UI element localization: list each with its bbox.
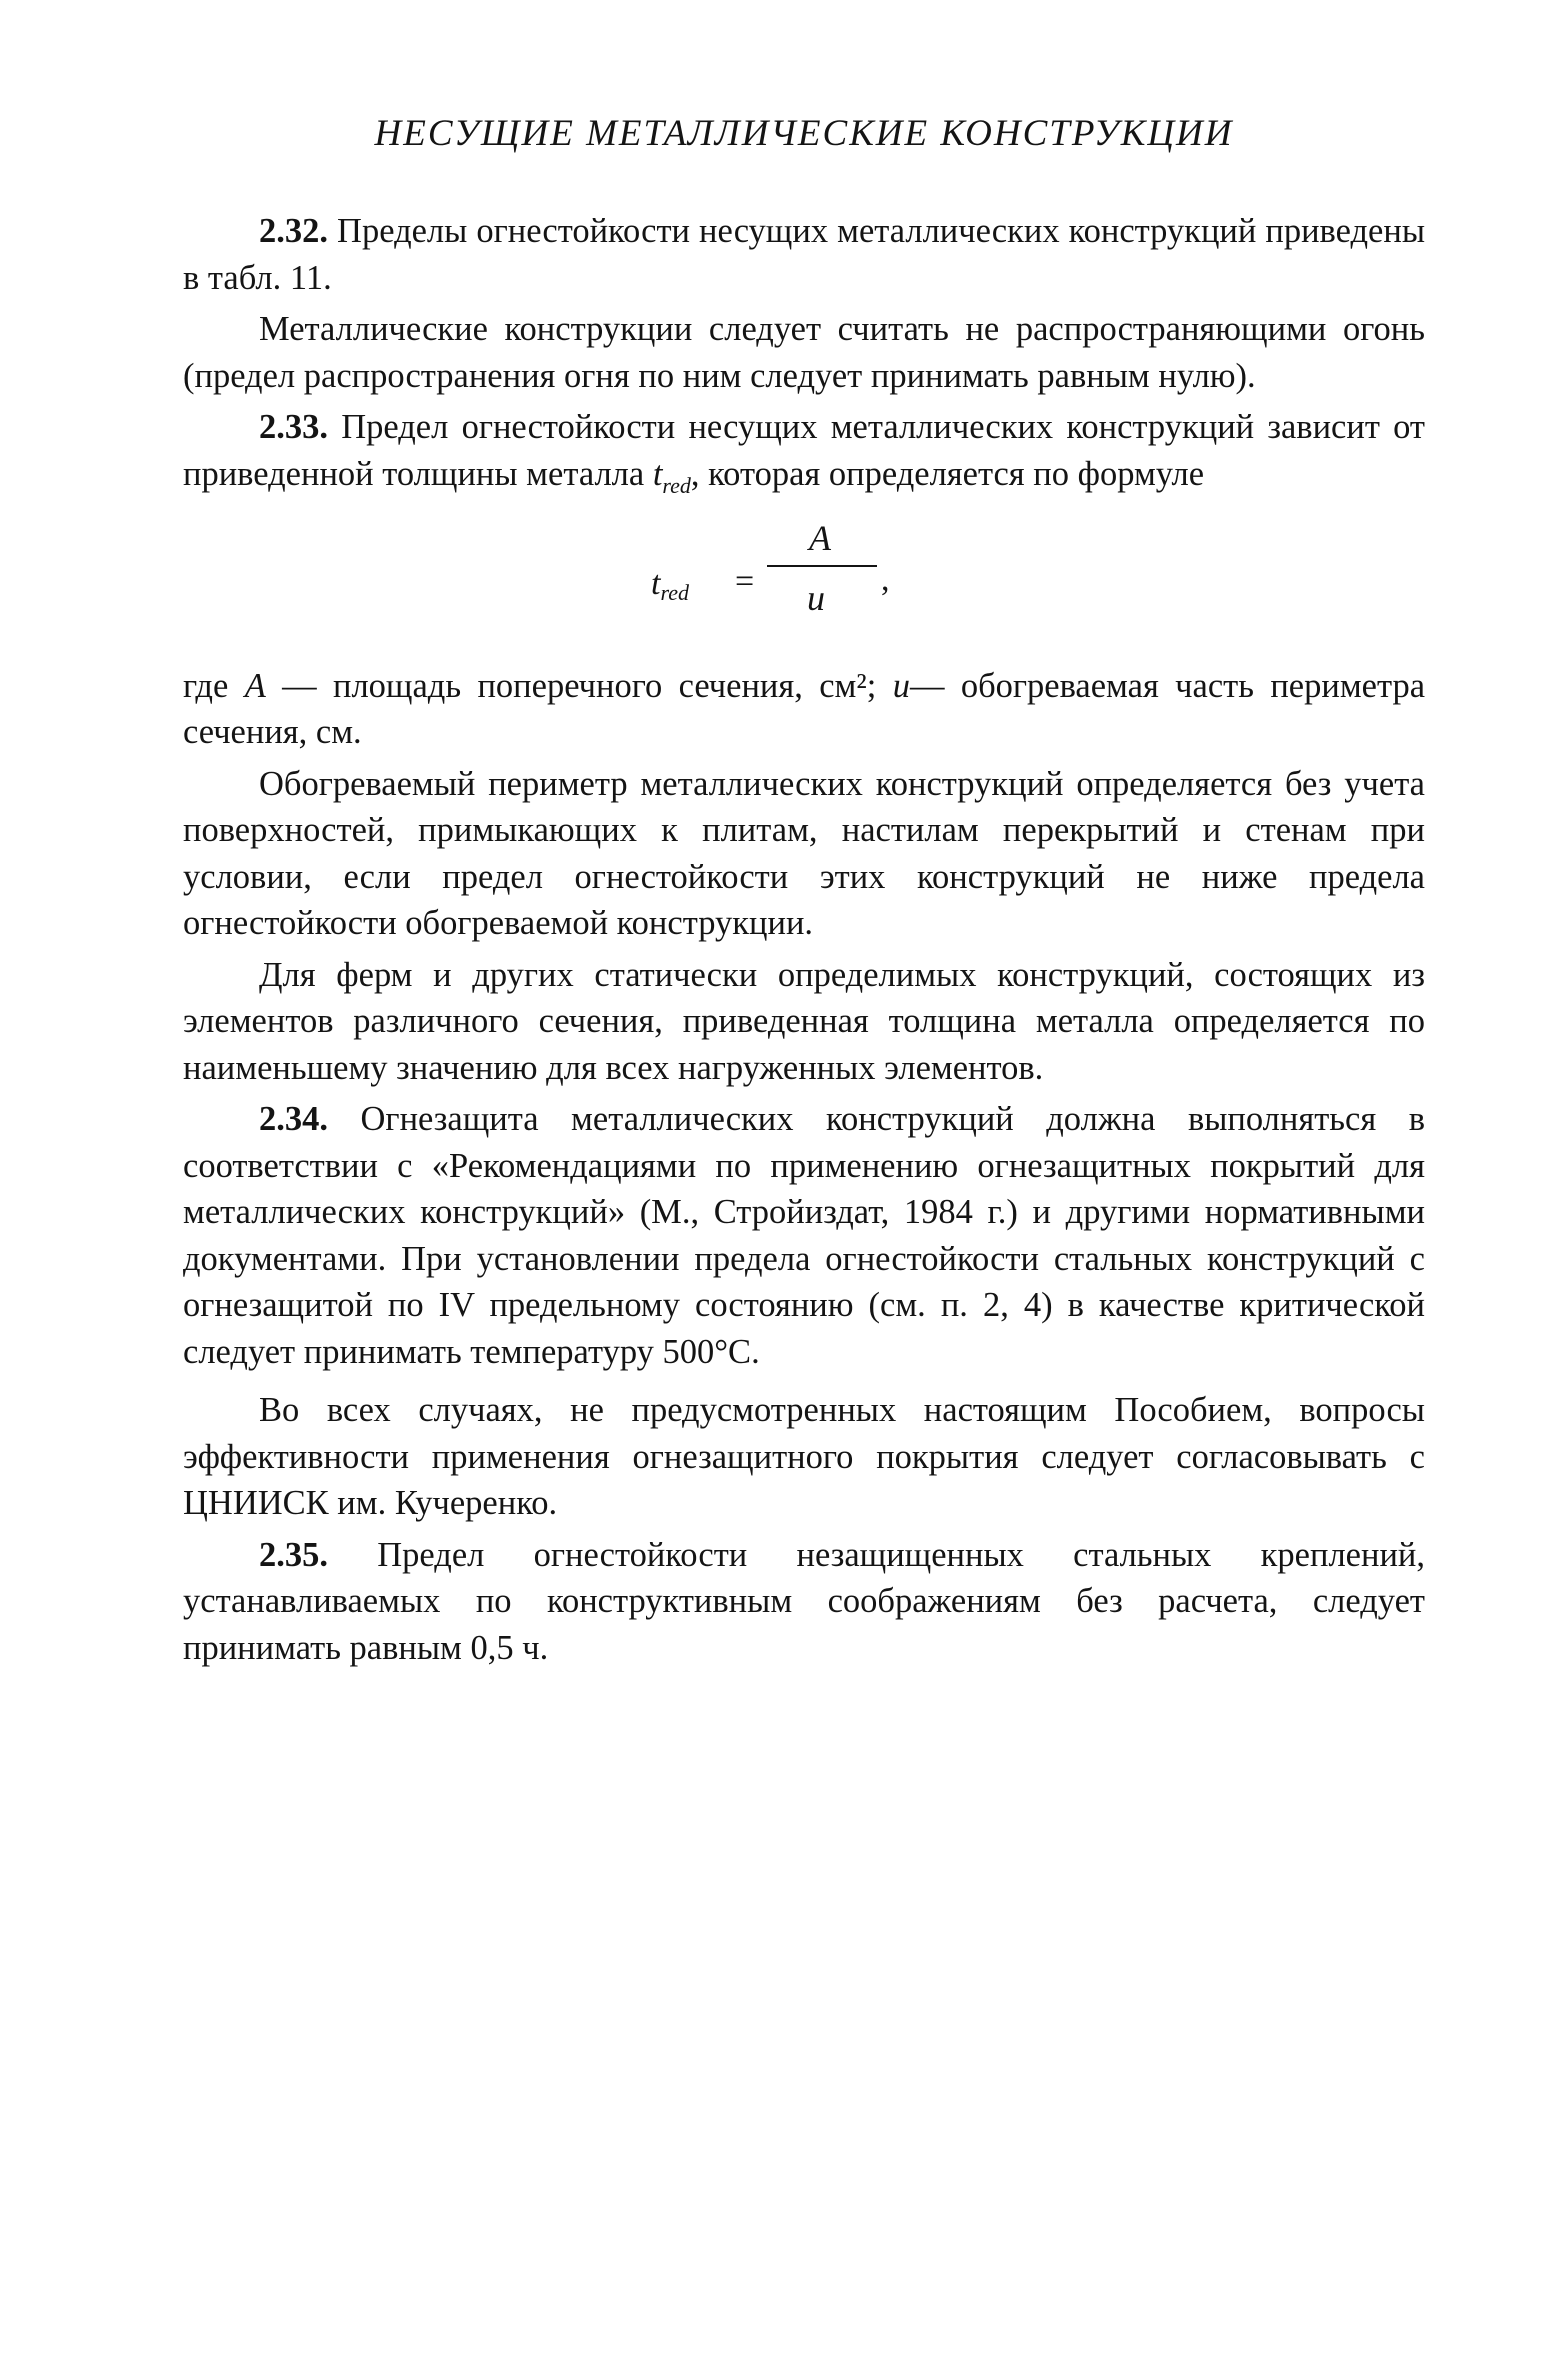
where-var-a: A (244, 666, 266, 705)
paragraph-2-33 (183, 404, 1425, 509)
formula-lhs-subscript: red (660, 579, 689, 605)
where-word: где (183, 666, 229, 705)
document-body (183, 208, 1425, 1671)
page-title: НЕСУЩИЕ МЕТАЛЛИЧЕСКИЕ КОНСТРУКЦИИ (374, 113, 1234, 154)
section-number-2-35: 2.35. (259, 1535, 328, 1574)
paragraph-2-33-d: Для ферм и других статически определимых конструкций, состоящих из элементов различного сечения, приведенная толщина металла определяется по наименьшему значению для всех нагруженных элементов. (183, 955, 1425, 1087)
paragraph-2-32 (183, 208, 1425, 301)
where-a-definition: — площадь поперечного сечения, см²; (282, 666, 877, 705)
paragraph-2-34-b: Во всех случаях, не предусмотренных настоящим Пособием, вопросы эффективности применения огнезащитного покрытия следует согласовывать с ЦНИИСК им. Кучеренко. (183, 1391, 1425, 1523)
where-u-definition: — обогреваемая часть периметра сечения, см. (183, 666, 1426, 752)
paragraph-2-32-text: Пределы огнестойкости несущих металлических конструкций приведены в табл. 11. (183, 212, 1425, 297)
paragraph-2-35 (183, 1532, 1425, 1672)
formula-lhs (651, 561, 689, 617)
paragraph-2-33-c: Обогреваемый периметр металлических конструкций определяется без учета поверхностей, примыкающих к плитам, настилам перекрытий и стенам при условии, если предел огнестойкости этих конструкций не ниже предела огнестойкости обогреваемой конструкции. (183, 764, 1425, 943)
fraction-bar (767, 565, 877, 567)
formula-comma: , (881, 560, 890, 598)
formula-denominator: u (807, 577, 825, 618)
paragraph-2-33-text-a: Предел огнестойкости несущих металлических конструкций зависит от приведенной толщины металла (183, 408, 1425, 493)
variable-t-subscript: red (662, 472, 691, 498)
paragraph-2-34-text: Огнезащита металлических конструкций должна выполняться в соответствии с «Рекомендациями по применению огнезащитных покрытий для металлических конструкций» (М., Стройиздат, 1984 г.) и другими нормативными документами. При установлении предела огнестойкости стальных конструкций с огнезащитой по IV предельному состоянию (см. п. 2, 4) в качестве критической следует принимать температуру 500°С. (183, 1100, 1425, 1371)
paragraph-2-35-text: Предел огнестойкости незащищенных стальных креплений, устанавливаемых по конструктивным соображениям без расчета, следует принимать равным 0,5 ч. (183, 1535, 1425, 1667)
paragraph-2-34 (183, 1096, 1425, 1375)
formula-explanation (183, 663, 1425, 756)
formula-block (183, 517, 1425, 653)
section-number-2-34: 2.34. (259, 1100, 328, 1139)
paragraph-2-32-b: Металлические конструкции следует считать не распространяющими огонь (предел распространения огня по ним следует принимать равным нулю). (183, 310, 1425, 395)
formula (651, 517, 971, 653)
paragraph-2-33-text-b: , которая определяется по формуле (690, 454, 1205, 493)
formula-lhs-var: t (651, 564, 661, 602)
formula-numerator: A (809, 517, 831, 558)
where-var-u: u (892, 666, 910, 705)
variable-t: t (652, 454, 663, 493)
section-number-2-33: 2.33. (259, 408, 328, 446)
section-number-2-32: 2.32. (259, 212, 328, 250)
formula-equals: = (735, 562, 755, 600)
